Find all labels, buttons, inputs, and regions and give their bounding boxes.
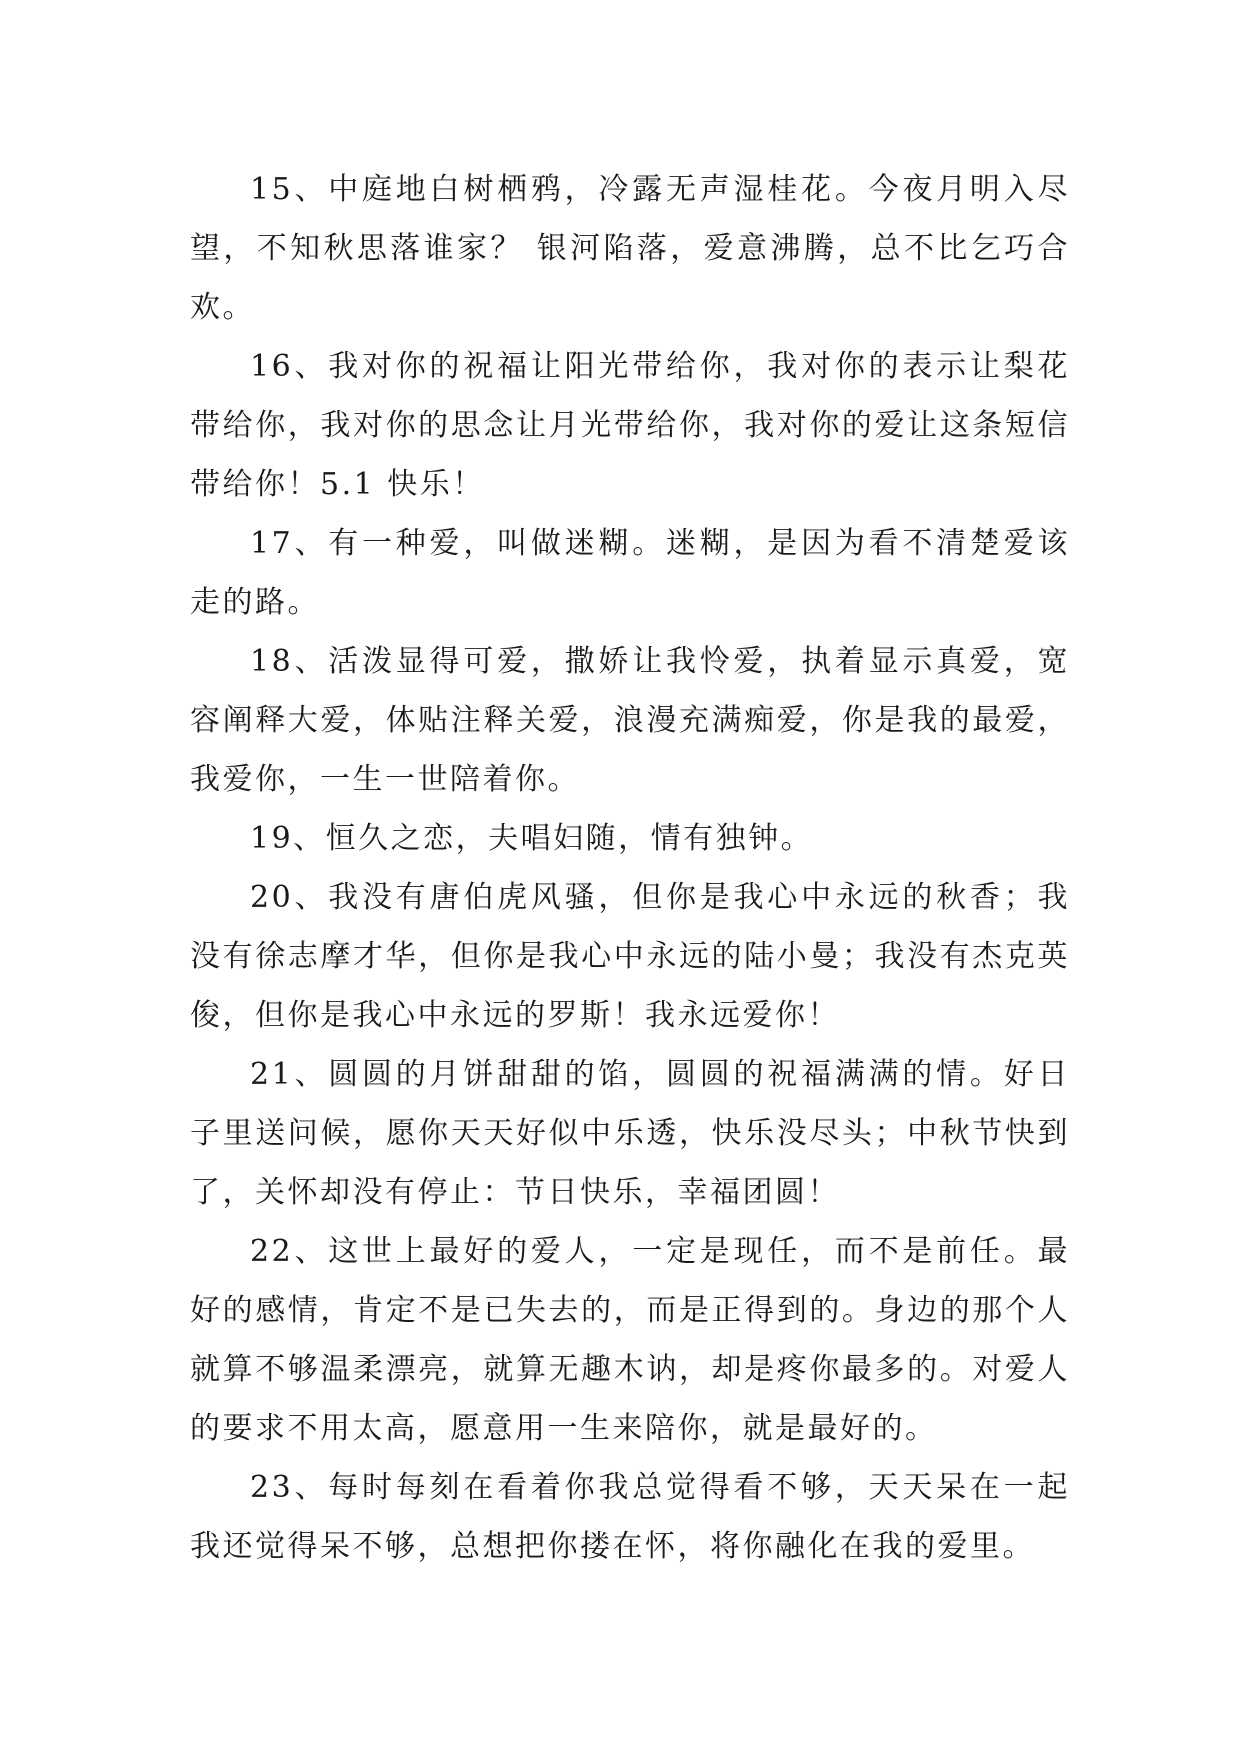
paragraph-16: 16、我对你的祝福让阳光带给你，我对你的表示让梨花带给你，我对你的思念让月光带给你，我对你的爱让这条短信带给你！5.1 快乐！	[190, 349, 1070, 502]
document-body	[190, 160, 1070, 1576]
paragraph-20: 20、我没有唐伯虎风骚，但你是我心中永远的秋香；我没有徐志摩才华，但你是我心中永远的陆小曼；我没有杰克英俊，但你是我心中永远的罗斯！我永远爱你！	[190, 880, 1070, 1033]
paragraph-19: 19、恒久之恋，夫唱妇随，情有独钟。	[250, 821, 814, 856]
paragraph-18: 18、活泼显得可爱，撒娇让我怜爱，执着显示真爱，宽容阐释大爱，体贴注释关爱，浪漫充满痴爱，你是我的最爱，我爱你，一生一世陪着你。	[190, 644, 1070, 797]
paragraph-15: 15、中庭地白树栖鸦，冷露无声湿桂花。今夜月明入尽望，不知秋思落谁家？ 银河陷落，爱意沸腾，总不比乞巧合欢。	[190, 172, 1070, 325]
paragraph-22: 22、这世上最好的爱人，一定是现任，而不是前任。最好的感情，肯定不是已失去的，而是正得到的。身边的那个人就算不够温柔漂亮，就算无趣木讷，却是疼你最多的。对爱人的要求不用太高，愿意用一生来陪你，就是最好的。	[190, 1234, 1070, 1446]
paragraph-17: 17、有一种爱，叫做迷糊。迷糊，是因为看不清楚爱该走的路。	[190, 526, 1070, 620]
paragraph-21: 21、圆圆的月饼甜甜的馅，圆圆的祝福满满的情。好日子里送问候，愿你天天好似中乐透，快乐没尽头；中秋节快到了，关怀却没有停止：节日快乐，幸福团圆！	[190, 1057, 1070, 1210]
paragraph-23: 23、每时每刻在看着你我总觉得看不够，天天呆在一起我还觉得呆不够，总想把你搂在怀，将你融化在我的爱里。	[190, 1470, 1070, 1564]
